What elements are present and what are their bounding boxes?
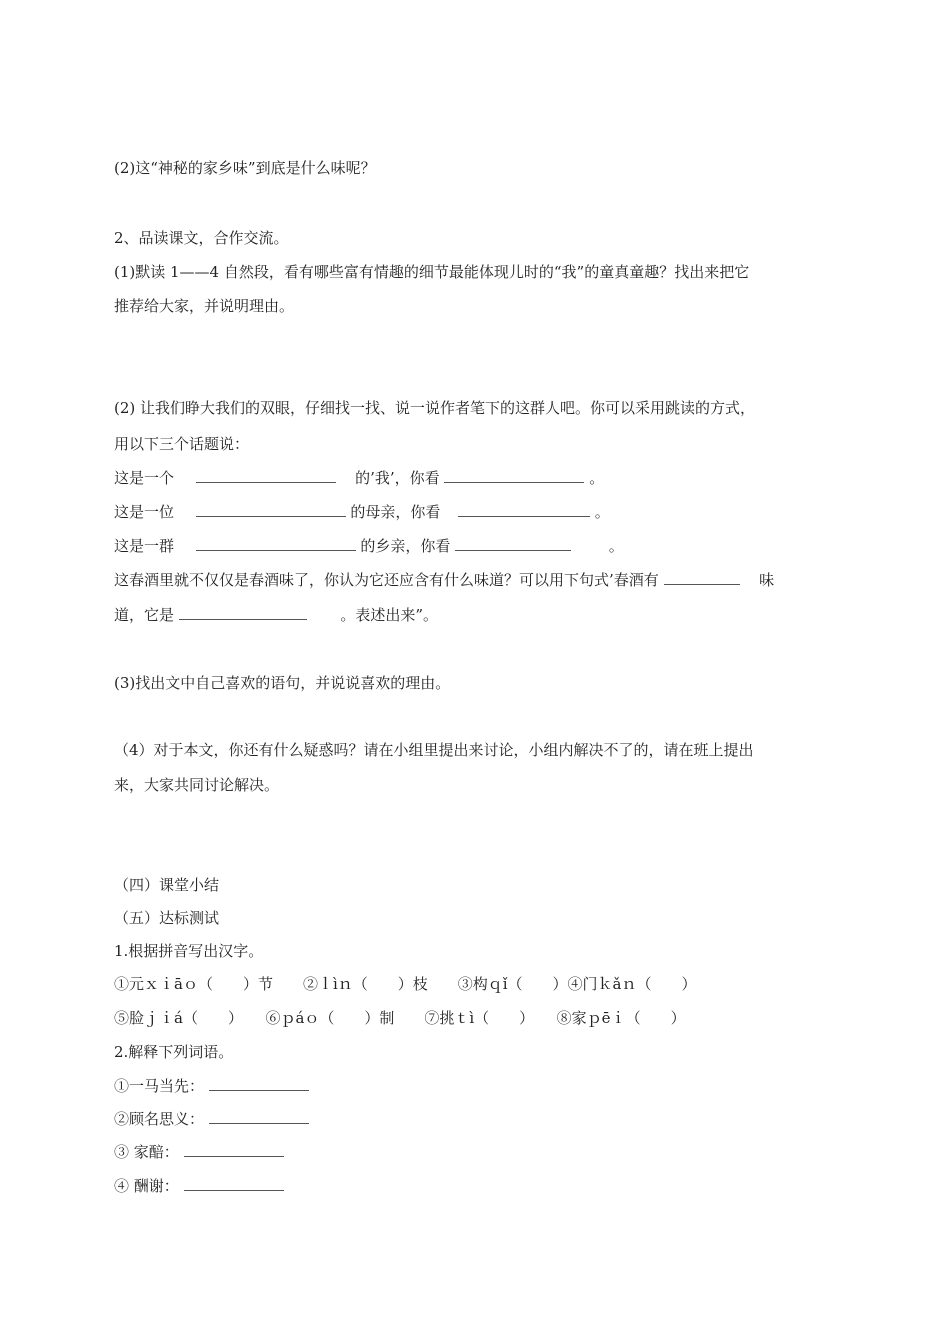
fill-row-2-prefix: 这是一位 xyxy=(114,503,175,521)
word-answer-blank[interactable] xyxy=(184,1142,284,1157)
item-4-line-1: （4）对于本文，你还有什么疑惑吗？请在小组里提出来讨论，小组内解决不了的，请在班上提出 xyxy=(114,741,754,759)
word-answer-blank[interactable] xyxy=(184,1176,284,1191)
fill-blank-3a[interactable] xyxy=(196,536,356,551)
section-summary: （四）课堂小结 xyxy=(114,876,220,894)
fill-row-3-prefix: 这是一群 xyxy=(114,537,175,555)
word-answer-blank[interactable] xyxy=(209,1109,309,1124)
item-1-line-1: (1)默读 1——4 自然段，看有哪些富有情趣的细节最能体现儿时的“我”的童真童趣？找出来把它 xyxy=(114,263,750,281)
section-test: （五）达标测试 xyxy=(114,909,220,927)
item-4-line-2: 来，大家共同讨论解决。 xyxy=(114,776,280,794)
fill-row-2 xyxy=(114,502,610,522)
word-label: ①一马当先： xyxy=(114,1077,205,1095)
fill-row-3 xyxy=(114,536,624,556)
wine-question-it-is: 道，它是 xyxy=(114,606,175,624)
fill-blank-1b[interactable] xyxy=(444,468,584,483)
test-2-title: 2.解释下列词语。 xyxy=(114,1043,234,1061)
word-item xyxy=(114,1176,284,1196)
fill-row-1-end: 。 xyxy=(589,469,605,487)
fill-blank-3b[interactable] xyxy=(455,536,571,551)
test-1-title: 1.根据拼音写出汉字。 xyxy=(114,942,264,960)
wine-question-line-2 xyxy=(114,605,438,625)
word-label: ②顾名思义： xyxy=(114,1110,205,1128)
fill-row-3-end: 。 xyxy=(608,537,624,555)
wine-question-taste: 味 xyxy=(759,571,775,589)
fill-blank-2b[interactable] xyxy=(458,502,590,517)
fill-row-3-middle: 的乡亲，你看 xyxy=(360,537,451,555)
word-item xyxy=(114,1109,309,1129)
word-label: ④ 酬谢： xyxy=(114,1177,179,1195)
item-2-line-2: 用以下三个话题说： xyxy=(114,435,250,453)
word-label: ③ 家醅： xyxy=(114,1143,179,1161)
pinyin-row-1: ①元ｘｉāｏ（ ）节 ②ｌìｎ（ ）枝 ③构ｑǐ（ ）④门ｋǎｎ（ ） xyxy=(114,975,697,993)
fill-blank-1a[interactable] xyxy=(196,468,336,483)
question-2-secret-taste: (2)这“神秘的家乡味”到底是什么味呢？ xyxy=(114,159,376,177)
word-item xyxy=(114,1142,284,1162)
wine-blank-1[interactable] xyxy=(664,570,740,585)
fill-blank-2a[interactable] xyxy=(196,502,346,517)
fill-row-2-middle: 的母亲，你看 xyxy=(350,503,441,521)
fill-row-1-middle: 的’我’，你看 xyxy=(355,469,440,487)
wine-question-line-1 xyxy=(114,570,774,590)
fill-row-2-end: 。 xyxy=(594,503,610,521)
item-1-line-2: 推荐给大家，并说明理由。 xyxy=(114,297,295,315)
item-3: (3)找出文中自己喜欢的语句，并说说喜欢的理由。 xyxy=(114,674,451,692)
wine-blank-2[interactable] xyxy=(179,605,307,620)
word-item xyxy=(114,1076,309,1096)
wine-question-text: 这春酒里就不仅仅是春酒味了，你认为它还应含有什么味道？可以用下句式’春酒有 xyxy=(114,571,659,589)
fill-row-1 xyxy=(114,468,604,488)
item-2-line-1: (2) 让我们睁大我们的双眼，仔细找一找、说一说作者笔下的这群人吧。你可以采用跳读的方式， xyxy=(114,399,756,417)
word-answer-blank[interactable] xyxy=(209,1076,309,1091)
section-2-title: 2、品读课文，合作交流。 xyxy=(114,229,289,247)
wine-question-end: 。表述出来”。 xyxy=(340,606,439,624)
pinyin-row-2: ⑤脸ｊｉá（ ） ⑥ｐáｏ（ ）制 ⑦挑ｔì（ ） ⑧家ｐēｉ（ ） xyxy=(114,1009,686,1027)
fill-row-1-prefix: 这是一个 xyxy=(114,469,175,487)
